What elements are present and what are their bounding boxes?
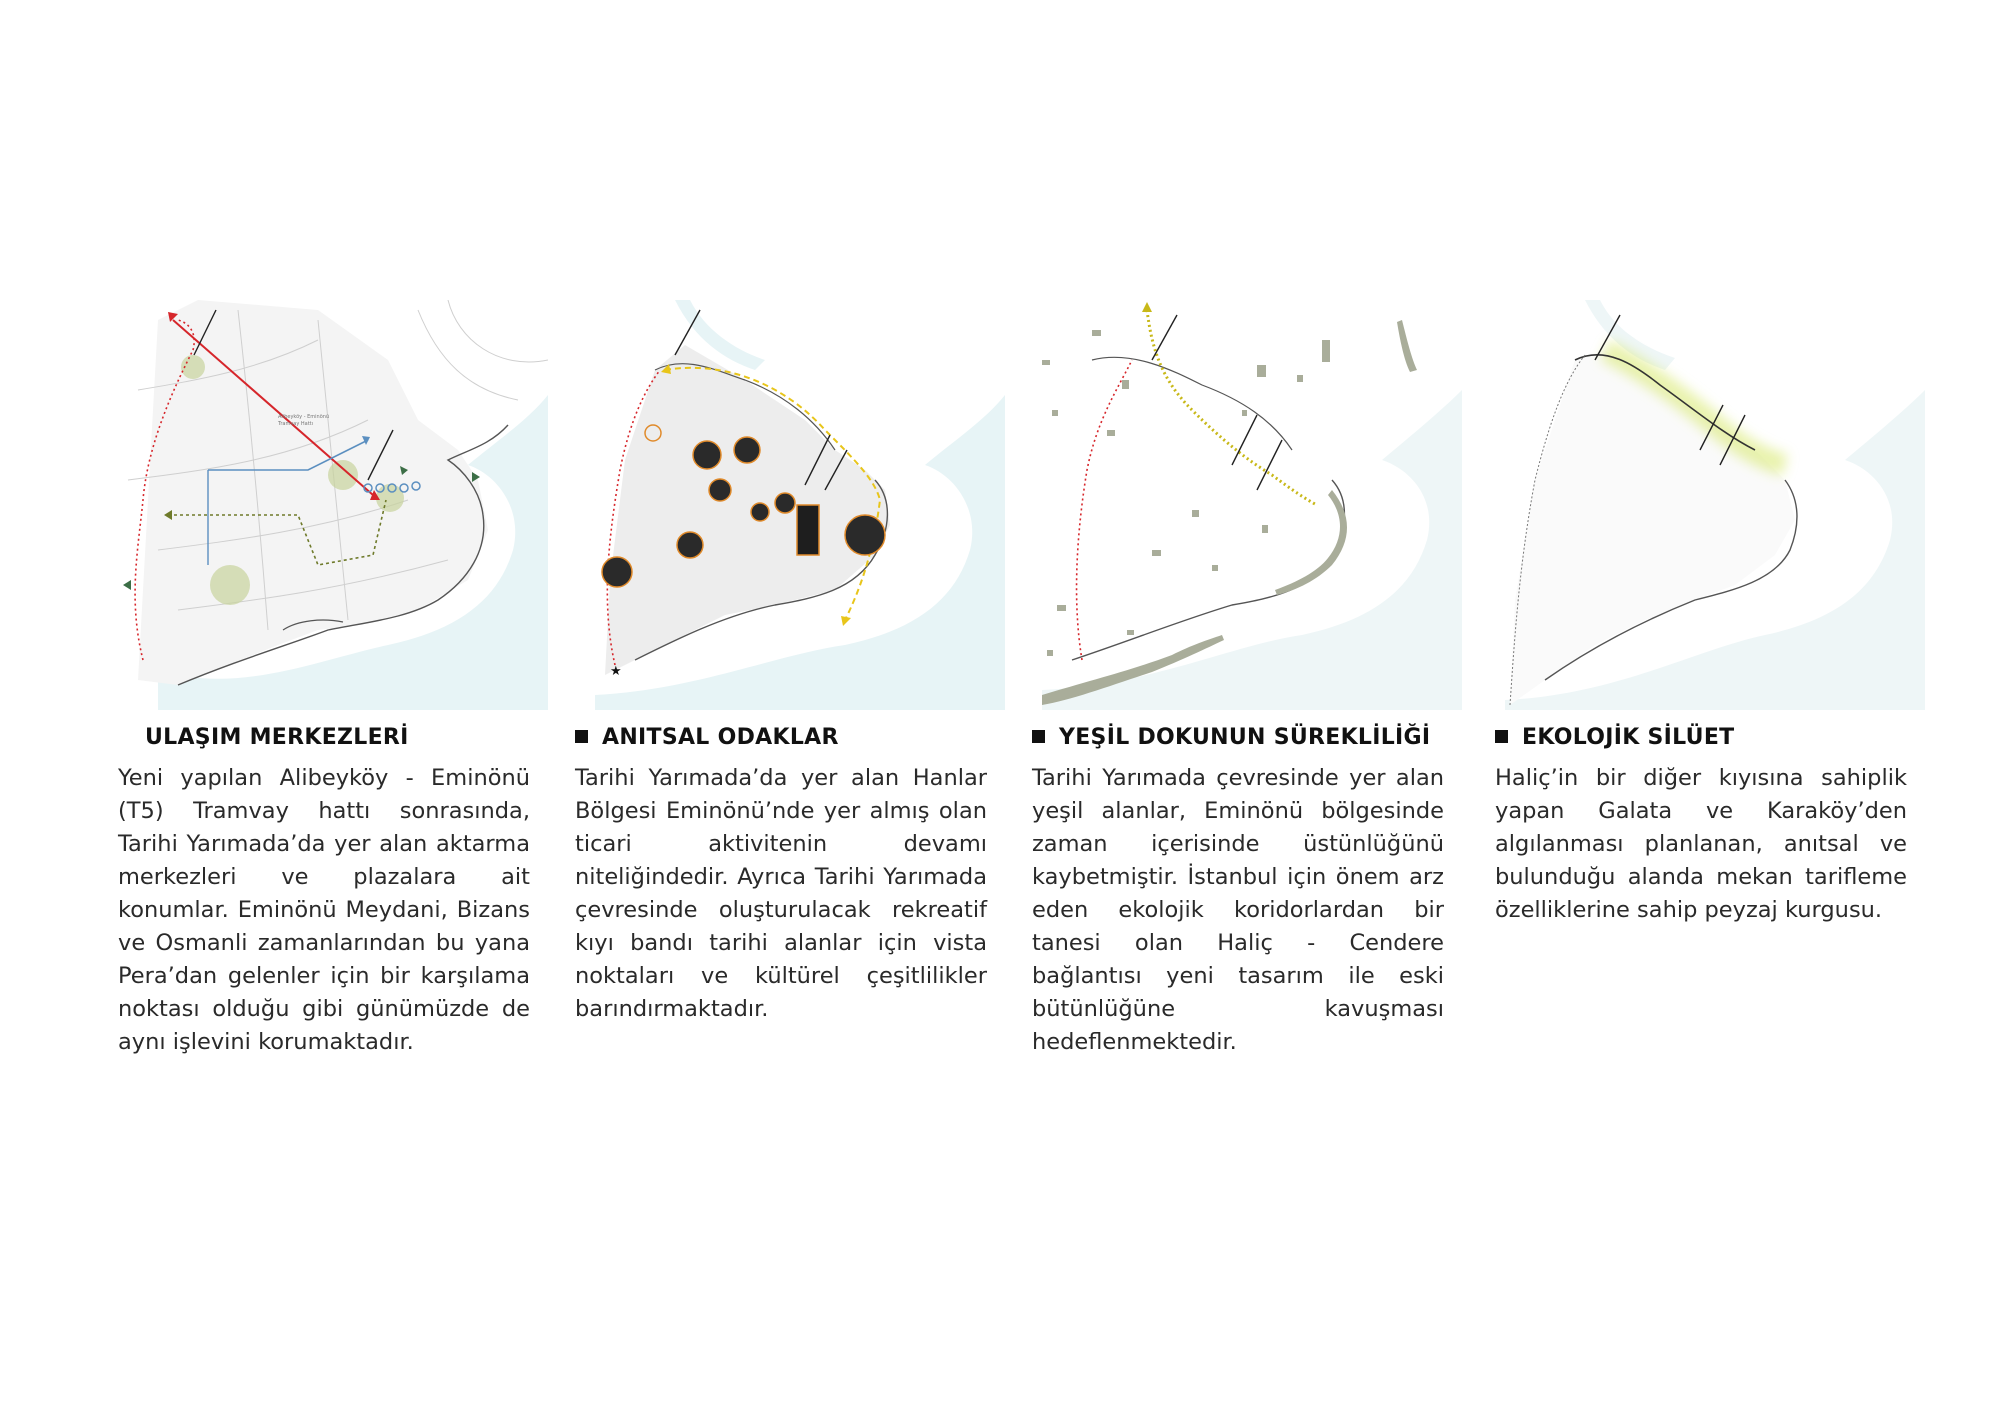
transport-hubs-map-svg bbox=[118, 300, 548, 710]
green-shoreline-strip bbox=[1397, 320, 1417, 372]
hanlar-district bbox=[797, 505, 819, 555]
monument-circle bbox=[709, 479, 731, 501]
star-icon: ★ bbox=[610, 663, 622, 678]
green-corridor bbox=[1147, 310, 1317, 505]
panel-description: Tarihi Yarımada çevresinde yer alan yeşil alanlar, Eminönü bölgesinde zaman içerisinde üstünlüğünü kaybetmiştir. İstanbul için önem arz eden ekolojik koridorlardan bir tanesi olan Haliç - Cendere bağlantısı yeni tasarım ile eski bütünlüğüne kavuşması hedeflenmektedir. bbox=[1032, 765, 1444, 1055]
green-patch bbox=[1092, 330, 1101, 336]
transport-hubs-map bbox=[118, 300, 548, 710]
bullet-square bbox=[1495, 730, 1508, 743]
monumental-foci-map-svg bbox=[575, 300, 1005, 710]
map-label: Tramvay Hattı bbox=[278, 421, 314, 427]
green-patch bbox=[1057, 605, 1066, 611]
hub-zone bbox=[210, 565, 250, 605]
green-patch bbox=[1042, 360, 1050, 365]
green-continuity-map-svg bbox=[1032, 300, 1462, 710]
green-patch bbox=[1192, 510, 1199, 517]
green-patch bbox=[1257, 365, 1266, 377]
green-patch bbox=[1107, 430, 1115, 436]
green-patch bbox=[1297, 375, 1303, 382]
green-patch bbox=[1242, 410, 1247, 416]
green-shoreline-strip bbox=[1275, 490, 1347, 595]
bullet-square bbox=[1032, 730, 1045, 743]
map-label: Alibeyköy - Eminönü bbox=[278, 414, 330, 420]
green-continuity-map bbox=[1032, 300, 1462, 710]
hub-zone bbox=[328, 460, 358, 490]
panel-description: Haliç’in bir diğer kıyısına sahiplik yapan Galata ve Karaköy’den algılanması planlanan, anıtsal ve bulunduğu alanda mekan tarifleme özelliklerine sahip peyzaj kurgusu. bbox=[1495, 765, 1907, 923]
monument-circle bbox=[775, 493, 795, 513]
monument-circle bbox=[693, 441, 721, 469]
green-patch bbox=[1212, 565, 1218, 571]
green-patch bbox=[1262, 525, 1268, 533]
green-patch bbox=[1047, 650, 1053, 656]
yellow-arrow-head bbox=[841, 616, 851, 626]
ecological-silhouette-map bbox=[1495, 300, 1925, 710]
bridge-hatch bbox=[1152, 315, 1282, 490]
coastline bbox=[1072, 480, 1344, 660]
panel-description: Tarihi Yarımada’da yer alan Hanlar Bölgesi Eminönü’nde yer almış olan ticari aktivitenin devamı niteliğindedir. Ayrıca Tarihi Yarımada çevresinde oluşturulacak rekreatif kıyı bandı tarihi alanlar için vista noktaları ve kültürel çeşitlilikler barındırmaktadır. bbox=[575, 765, 987, 1022]
green-patch bbox=[1152, 550, 1161, 556]
green-patch bbox=[1127, 630, 1134, 635]
panel-title: YEŞİL DOKUNUN SÜREKLİLİĞİ bbox=[1032, 725, 1430, 750]
olive-arrow-head bbox=[123, 580, 131, 590]
red-dotted-edge bbox=[1077, 360, 1132, 660]
yellow-arrow-head bbox=[1142, 302, 1152, 312]
panel-title: ULAŞIM MERKEZLERİ bbox=[145, 725, 409, 750]
green-patches bbox=[1042, 330, 1330, 656]
water-area bbox=[1042, 390, 1462, 710]
monument-circle bbox=[751, 503, 769, 521]
monument-circle bbox=[602, 557, 632, 587]
bullet-square bbox=[575, 730, 588, 743]
panel-description: Yeni yapılan Alibeyköy - Eminönü (T5) Tramvay hattı sonrasında, Tarihi Yarımada’da yer alan aktarma merkezleri ve plazalara ait konumlar. Eminönü Meydani, Bizans ve Osmanli zamanlarından bu yana Pera’dan gelenler için bir karşılama noktası olduğu gibi günümüzde de aynı işlevini korumaktadır. bbox=[118, 765, 530, 1055]
monument-circle bbox=[677, 532, 703, 558]
ecological-silhouette-map-svg bbox=[1495, 300, 1925, 710]
green-patch bbox=[1052, 410, 1058, 416]
peninsula-land bbox=[605, 345, 890, 675]
green-patch bbox=[1122, 380, 1129, 389]
monument-circle bbox=[734, 437, 760, 463]
monument-circle bbox=[845, 515, 885, 555]
panel-title: ANITSAL ODAKLAR bbox=[575, 725, 839, 750]
panel-title: EKOLOJİK SİLÜET bbox=[1495, 725, 1734, 750]
monumental-foci-map bbox=[575, 300, 1005, 710]
green-patch bbox=[1322, 340, 1330, 362]
